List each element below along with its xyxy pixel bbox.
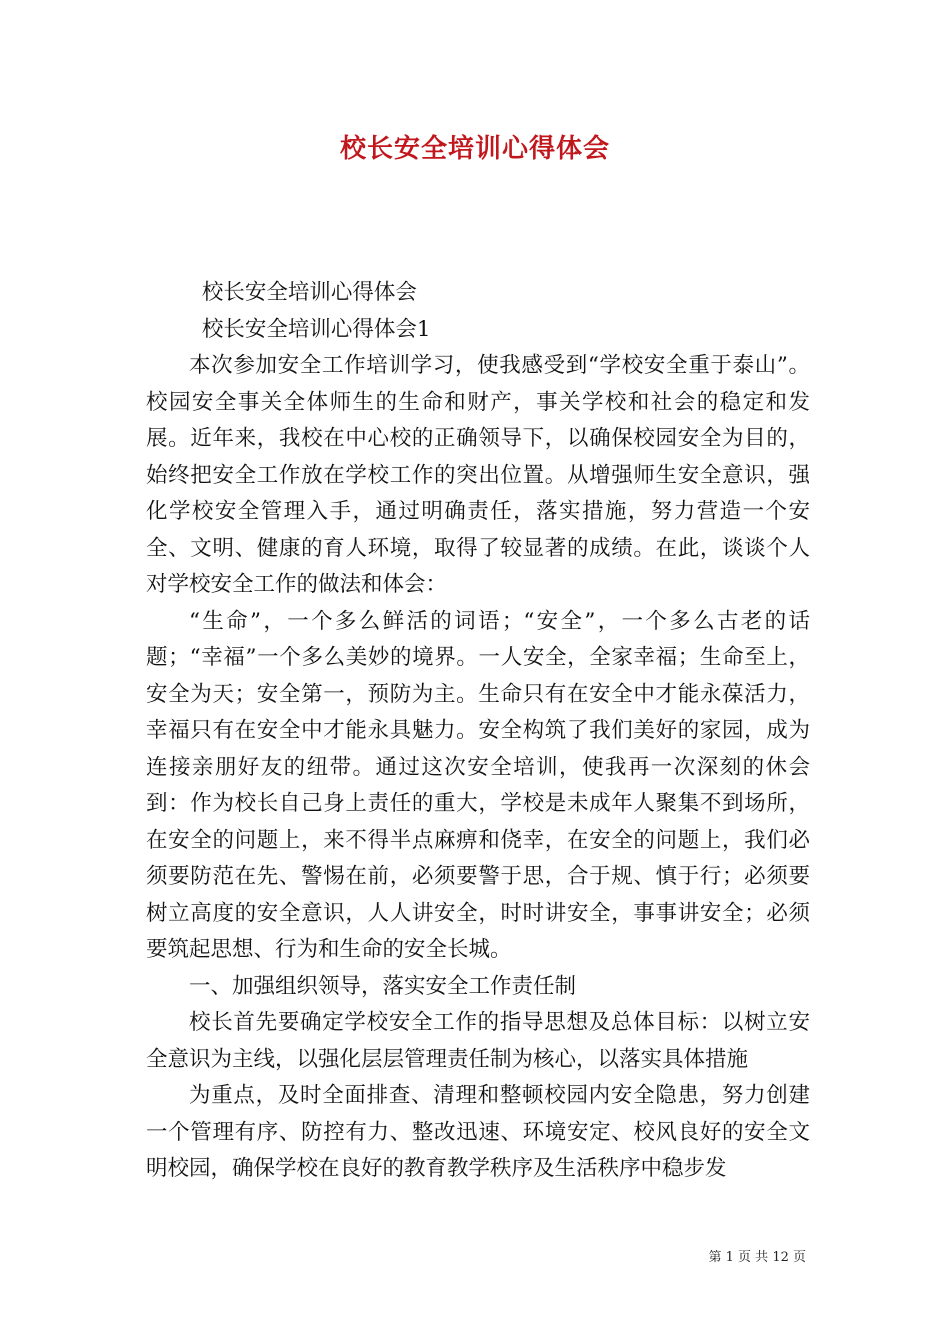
paragraph: “生命”，一个多么鲜活的词语；“安全”，一个多么古老的话题；“幸福”一个多么美妙的境界。一人安全，全家幸福；生命至上，安全为天；安全第一，预防为主。生命只有在安全中才能永葆活力，幸福只有在安全中才能永具魅力。安全构筑了我们美好的家园，成为连接亲朋好友的纽带。通过这次安全培训，使我再一次深刻的休会到：作为校长自己身上责任的重大，学校是未成年人聚集不到场所，在安全的问题上，来不得半点麻痹和侥幸，在安全的问题上，我们必须要防范在先、警惕在前，必须要警于思，合于规、慎于行；必须要树立高度的安全意识，人人讲安全，时时讲安全，事事讲安全；必须要筑起思想、行为和生命的安全长城。	[146, 608, 810, 962]
document-title: 校长安全培训心得体会	[339, 134, 610, 164]
paragraph-heading: 一、加强组织领导，落实安全工作责任制	[189, 973, 577, 999]
paragraph: 本次参加安全工作培训学习，使我感受到“学校安全重于泰山”。校园安全事关全体师生的生命和财产，事关学校和社会的稳定和发展。近年来，我校在中心校的正确领导下，以确保校园安全为目的，始终把安全工作放在学校工作的突出位置。从增强师生安全意识，强化学校安全管理入手，通过明确责任，落实措施，努力营造一个安全、文明、健康的育人环境，取得了较显著的成绩。在此，谈谈个人对学校安全工作的做法和体会：	[146, 353, 810, 597]
paragraph-section-title: 校长安全培训心得体会1	[201, 316, 431, 342]
paragraph: 校长首先要确定学校安全工作的指导思想及总体目标：以树立安全意识为主线，以强化层层管理责任制为核心，以落实具体措施	[146, 1010, 810, 1072]
paragraph: 为重点，及时全面排查、清理和整顿校园内安全隐患，努力创建一个管理有序、防控有力、整改迅速、环境安定、校风良好的安全文明校园，确保学校在良好的教育教学秩序及生活秩序中稳步发	[146, 1083, 810, 1181]
page-number-footer: 第 1 页 共 12 页	[708, 1250, 806, 1265]
paragraph-subtitle: 校长安全培训心得体会	[201, 280, 417, 305]
document-body	[146, 275, 810, 1188]
